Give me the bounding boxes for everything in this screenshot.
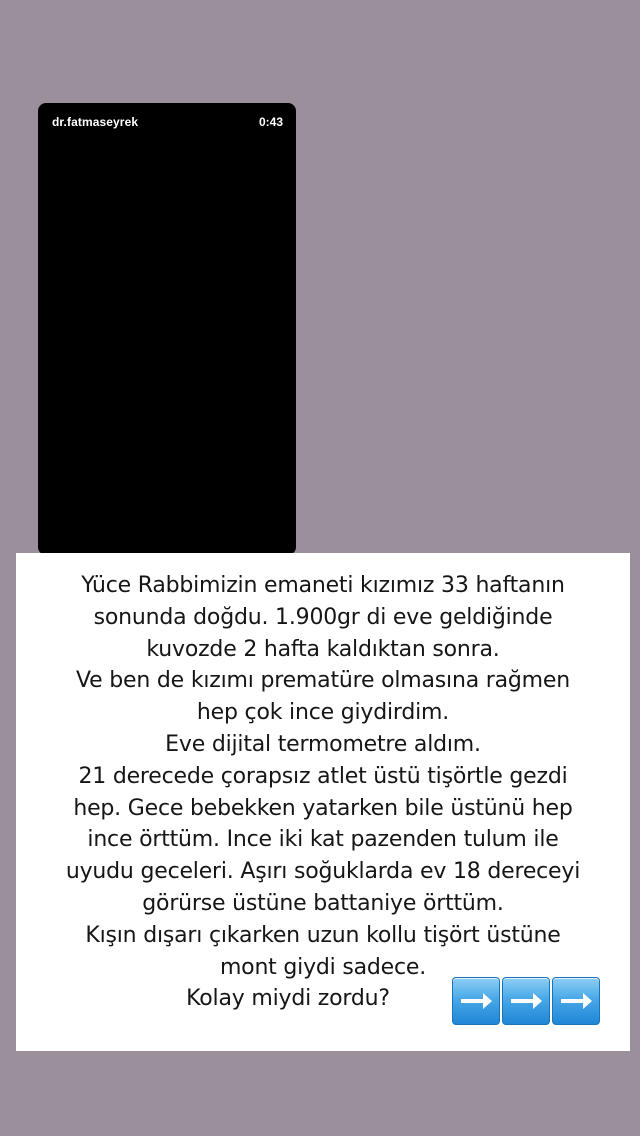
caption-line: Kışın dışarı çıkarken uzun kollu tişört üstüne [85, 922, 561, 948]
arrow-emojis [452, 977, 600, 1025]
video-username[interactable]: dr.fatmaseyrek [52, 115, 139, 129]
caption-line: 21 derecede çorapsız atlet üstü tişörtle gezdi [78, 763, 568, 789]
right-arrow-icon [452, 977, 500, 1025]
caption-line: mont giydi sadece. [219, 954, 427, 980]
caption-line: görürse üstüne battaniye örttüm. [142, 890, 504, 916]
caption-line: ince örttüm. Ince iki kat pazenden tulum ile [87, 827, 559, 853]
caption-text [16, 570, 630, 1015]
caption-card [16, 553, 630, 1051]
caption-line: hep çok ince giydirdim. [196, 700, 450, 726]
video-duration: 0:43 [258, 115, 283, 129]
video-player[interactable] [38, 103, 296, 555]
caption-line: Eve dijital termometre aldım. [165, 731, 481, 757]
caption-line: sonunda doğdu. 1.900gr di eve geldiğinde [93, 604, 553, 630]
caption-line-question: Kolay miydi zordu? [186, 986, 390, 1012]
right-arrow-icon [552, 977, 600, 1025]
caption-line: kuvozde 2 hafta kaldıktan sonra. [146, 636, 500, 662]
caption-line: Ve ben de kızımı prematüre olmasına rağmen [76, 668, 570, 694]
caption-line: hep. Gece bebekken yatarken bile üstünü hep [73, 795, 573, 821]
caption-line: uyudu geceleri. Aşırı soğuklarda ev 18 dereceyi [65, 859, 581, 885]
right-arrow-icon [502, 977, 550, 1025]
caption-line: Yüce Rabbimizin emaneti kızımız 33 haftanın [81, 573, 565, 598]
